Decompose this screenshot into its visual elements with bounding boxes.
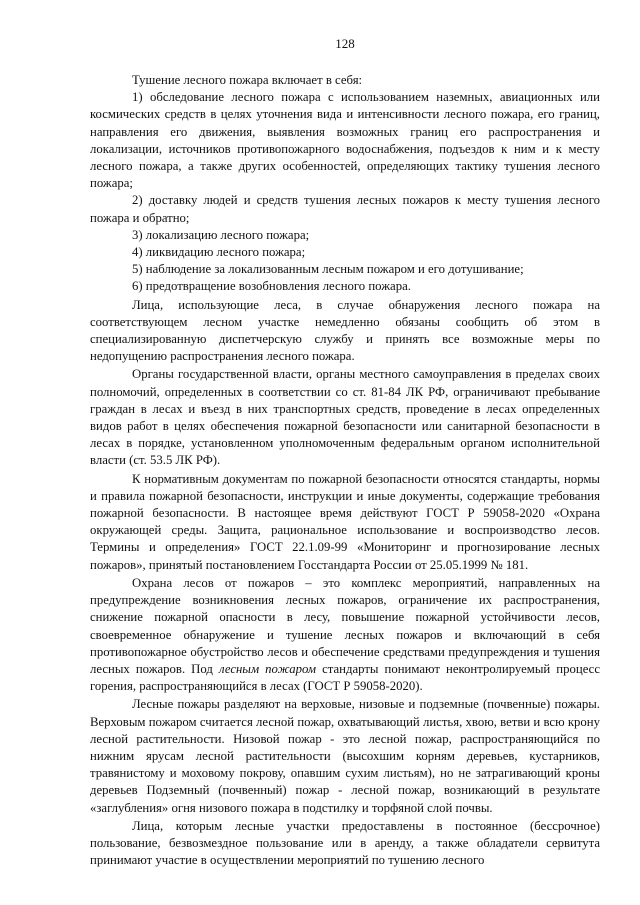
document-body xyxy=(90,72,600,869)
italic-term: лесным пожаром xyxy=(218,661,317,676)
paragraph-text-after: стандарты понимают неконтролируемый процесс горения, распространяющийся в лесах (ГОСТ Р 59058-2020). xyxy=(90,661,600,694)
list-item-3: 3) локализацию лесного пожара; xyxy=(132,227,310,242)
paragraph-forest-protection xyxy=(90,575,600,695)
paragraph-text-before: Охрана лесов от пожаров – это комплекс мероприятий, направленных на предупреждение возникновения лесных пожаров, ограничение их распространения, снижение пожарной опасности в лесу, повышение пожарной устойчивости лесов, своевременное обнаружение и тушение лесных пожаров и включающий в себя противопожарное обустройство лесов и обеспечение средствами предупреждения и тушения лесных пожаров. Под xyxy=(90,575,600,676)
list-item-1: 1) обследование лесного пожара с использованием наземных, авиационных или космических средств в целях уточнения вида и интенсивности лесного пожара, его границ, направления его движения, выявления возможных границ его распространения и локализации, источников противопожарного водоснабжения, подъездов к ним и к месту лесного пожара, а также других особенностей, определяющих тактику тушения лесного пожара; xyxy=(90,90,600,191)
list-item-6: 6) предотвращение возобновления лесного пожара. xyxy=(132,279,411,294)
paragraph-normative-documents: К нормативным документам по пожарной безопасности относятся стандарты, нормы и правила пожарной безопасности, инструкции и иные документы, содержащие требования пожарной безопасности. В настоящее время действуют ГОСТ Р 59058-2020 «Охрана окружающей среды. Защита, рациональное использование и воспроизводство лесов. Термины и определения» ГОСТ 22.1.09-99 «Мониторинг и прогнозирование лесных пожаров», принятый постановлением Госстандарта России от 25.05.1999 № 181. xyxy=(90,471,600,572)
paragraph-intro: Тушение лесного пожара включает в себя: xyxy=(132,73,363,87)
paragraph-fire-types: Лесные пожары разделяют на верховые, низовые и подземные (почвенные) пожары. Верховым пожаром считается лесной пожар, охватывающий листья, хвою, ветви и всю крону лесной растительности. Низовой пожар - это лесной пожар, распространяющийся по нижним ярусам лесной растительности (высохшим корням деревьев, кустарников, травянистому и моховому покрову, опавшим сухим листьям), но не затрагивающий кроны деревьев Подземный (почвенный) пожар - лесной пожар, возникающий в результате «заглубления» огня низового пожара в подстилку и торфяной слой почвы. xyxy=(90,697,600,815)
list-item-4: 4) ликвидацию лесного пожара; xyxy=(132,245,306,260)
paragraph-lessees: Лица, которым лесные участки предоставлены в постоянное (бессрочное) пользование, безвозмездное пользование или в аренду, а также обладатели сервитута принимают участие в осуществлении мероприятий по тушению лесного xyxy=(90,818,600,868)
paragraph-authorities: Органы государственной власти, органы местного самоуправления в пределах своих полномочий, определенных в соответствии со ст. 81-84 ЛК РФ, ограничивают пребывание граждан в лесах и въезд в них транспортных средств, проведение в лесах определенных видов работ в целях обеспечения пожарной безопасности или санитарной безопасности в лесах в порядке, установленном уполномоченным федеральным органом исполнительной власти (ст. 53.5 ЛК РФ). xyxy=(90,367,600,468)
paragraph-forest-users: Лица, использующие леса, в случае обнаружения лесного пожара на соответствующем лесном участке немедленно обязаны сообщить об этом в специализированную диспетчерскую службу и принять все возможные меры по недопущению распространения лесного пожара. xyxy=(90,297,600,364)
page-number: 128 xyxy=(335,36,355,51)
list-item-5: 5) наблюдение за локализованным лесным пожаром и его дотушивание; xyxy=(132,262,524,277)
list-item-2: 2) доставку людей и средств тушения лесных пожаров к месту тушения лесного пожара и обратно; xyxy=(90,193,600,225)
